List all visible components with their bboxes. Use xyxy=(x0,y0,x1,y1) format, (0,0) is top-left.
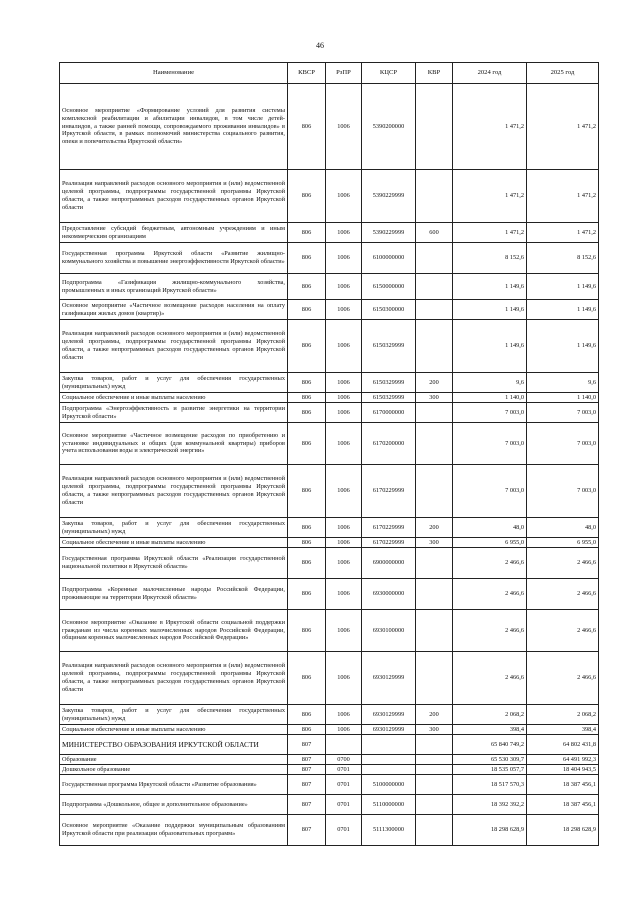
cell-kvr: 200 xyxy=(416,518,453,538)
cell-amount-2025: 1 471,2 xyxy=(527,223,599,243)
cell-kvr xyxy=(416,170,453,223)
cell-kvsr: 806 xyxy=(288,393,326,403)
cell-rzpr: 1006 xyxy=(326,465,362,518)
cell-kcsr: 5390229999 xyxy=(362,170,416,223)
cell-amount-2025: 7 003,0 xyxy=(527,465,599,518)
cell-name: Социальное обеспечение и иные выплаты населению xyxy=(60,393,288,403)
cell-amount-2025: 1 471,2 xyxy=(527,170,599,223)
cell-amount-2024: 7 003,0 xyxy=(453,403,527,423)
cell-amount-2024: 2 068,2 xyxy=(453,705,527,725)
cell-amount-2024: 398,4 xyxy=(453,725,527,735)
cell-kcsr: 5390200000 xyxy=(362,84,416,170)
table-row xyxy=(60,610,599,652)
cell-amount-2025: 18 298 628,9 xyxy=(527,815,599,846)
cell-kvsr: 806 xyxy=(288,274,326,300)
cell-kvsr: 807 xyxy=(288,735,326,755)
cell-amount-2025: 2 466,6 xyxy=(527,548,599,579)
cell-name: Реализация направлений расходов основного мероприятия и (или) ведомственной целевой программы, подпрограммы государственной программы Иркутской области, а также непрограммных расходов государственных органов Иркутской области xyxy=(60,652,288,705)
cell-amount-2025: 18 387 456,1 xyxy=(527,775,599,795)
table-row xyxy=(60,652,599,705)
cell-kvsr: 806 xyxy=(288,403,326,423)
cell-kvsr: 806 xyxy=(288,243,326,274)
cell-rzpr: 0701 xyxy=(326,795,362,815)
cell-name: Реализация направлений расходов основного мероприятия и (или) ведомственной целевой программы, подпрограммы государственной программы Иркутской области, а также непрограммных расходов государственных органов Иркутской области xyxy=(60,465,288,518)
cell-kcsr: 6930000000 xyxy=(362,579,416,610)
cell-kcsr: 6170229999 xyxy=(362,465,416,518)
cell-name: Подпрограмма «Коренные малочисленные народы Российской Федерации, проживающие на территории Иркутской области» xyxy=(60,579,288,610)
cell-kcsr xyxy=(362,735,416,755)
cell-amount-2024: 1 149,6 xyxy=(453,274,527,300)
cell-kvr xyxy=(416,775,453,795)
cell-rzpr: 1006 xyxy=(326,170,362,223)
cell-kvr xyxy=(416,243,453,274)
table-row xyxy=(60,423,599,465)
cell-name: Государственная программа Иркутской области «Развитие образования» xyxy=(60,775,288,795)
cell-rzpr: 1006 xyxy=(326,725,362,735)
cell-kvsr: 806 xyxy=(288,170,326,223)
cell-amount-2024: 7 003,0 xyxy=(453,423,527,465)
cell-rzpr: 1006 xyxy=(326,705,362,725)
cell-kcsr: 6170229999 xyxy=(362,538,416,548)
cell-name: Основное мероприятие «Оказание в Иркутской области социальной поддержки гражданам из числа коренных малочисленных народов Российской Федерации, общинам коренных малочисленных народов Российской Федерации» xyxy=(60,610,288,652)
cell-name: Подпрограмма «Газификация жилищно-коммунального хозяйства, промышленных и иных организаций Иркутской области» xyxy=(60,274,288,300)
cell-name: Закупка товаров, работ и услуг для обеспечения государственных (муниципальных) нужд xyxy=(60,373,288,393)
cell-name: Социальное обеспечение и иные выплаты населению xyxy=(60,725,288,735)
cell-kvr: 600 xyxy=(416,223,453,243)
cell-kcsr: 6930129999 xyxy=(362,652,416,705)
budget-table xyxy=(59,62,599,846)
cell-rzpr: 1006 xyxy=(326,243,362,274)
cell-amount-2024: 2 466,6 xyxy=(453,610,527,652)
header-year-2025: 2025 год xyxy=(527,63,599,84)
cell-kcsr: 5100000000 xyxy=(362,775,416,795)
cell-amount-2025: 2 466,6 xyxy=(527,610,599,652)
cell-kvr: 300 xyxy=(416,538,453,548)
header-year-2024: 2024 год xyxy=(453,63,527,84)
cell-amount-2024: 18 517 570,3 xyxy=(453,775,527,795)
cell-amount-2025: 1 149,6 xyxy=(527,320,599,373)
cell-amount-2025: 8 152,6 xyxy=(527,243,599,274)
cell-name: Государственная программа Иркутской области «Развитие жилищно-коммунального хозяйства и повышение энергоэффективности Иркутской области» xyxy=(60,243,288,274)
header-kcsr: КЦСР xyxy=(362,63,416,84)
cell-name: Дошкольное образование xyxy=(60,765,288,775)
table-row xyxy=(60,300,599,320)
cell-kvsr: 806 xyxy=(288,300,326,320)
cell-kvsr: 807 xyxy=(288,765,326,775)
cell-kcsr: 6100000000 xyxy=(362,243,416,274)
cell-name: Закупка товаров, работ и услуг для обеспечения государственных (муниципальных) нужд xyxy=(60,518,288,538)
cell-kvsr: 806 xyxy=(288,538,326,548)
table-row xyxy=(60,403,599,423)
cell-rzpr: 1006 xyxy=(326,223,362,243)
cell-name: Предоставление субсидий бюджетным, автономным учреждениям и иным некоммерческим организациям xyxy=(60,223,288,243)
table-row xyxy=(60,775,599,795)
cell-amount-2024: 2 466,6 xyxy=(453,579,527,610)
cell-amount-2025: 9,6 xyxy=(527,373,599,393)
cell-kvsr: 806 xyxy=(288,465,326,518)
cell-kvr xyxy=(416,765,453,775)
table-row xyxy=(60,725,599,735)
cell-rzpr: 1006 xyxy=(326,274,362,300)
cell-amount-2024: 6 955,0 xyxy=(453,538,527,548)
cell-name: Государственная программа Иркутской области «Реализация государственной национальной политики в Иркутской области» xyxy=(60,548,288,579)
table-row xyxy=(60,735,599,755)
table-row xyxy=(60,320,599,373)
cell-kvr xyxy=(416,795,453,815)
cell-amount-2025: 18 404 943,5 xyxy=(527,765,599,775)
cell-kcsr: 6150329999 xyxy=(362,393,416,403)
cell-amount-2025: 1 149,6 xyxy=(527,300,599,320)
table-row xyxy=(60,538,599,548)
cell-amount-2024: 1 149,6 xyxy=(453,320,527,373)
table-row xyxy=(60,795,599,815)
cell-amount-2025: 48,0 xyxy=(527,518,599,538)
cell-rzpr: 1006 xyxy=(326,538,362,548)
table-row xyxy=(60,579,599,610)
cell-kvr xyxy=(416,579,453,610)
table-row xyxy=(60,393,599,403)
cell-kvr xyxy=(416,403,453,423)
cell-amount-2024: 1 471,2 xyxy=(453,170,527,223)
table-body xyxy=(60,84,599,846)
cell-kvr xyxy=(416,465,453,518)
cell-amount-2024: 9,6 xyxy=(453,373,527,393)
table-row xyxy=(60,815,599,846)
cell-kvr xyxy=(416,320,453,373)
cell-name: Реализация направлений расходов основного мероприятия и (или) ведомственной целевой программы, подпрограммы государственной программы Иркутской области, а также непрограммных расходов государственных органов Иркутской области xyxy=(60,320,288,373)
cell-name: МИНИСТЕРСТВО ОБРАЗОВАНИЯ ИРКУТСКОЙ ОБЛАСТИ xyxy=(60,735,288,755)
cell-rzpr: 0701 xyxy=(326,815,362,846)
cell-rzpr: 0700 xyxy=(326,755,362,765)
cell-name: Основное мероприятие «Частичное возмещение расходов по приобретению и установке индивидуальных и общих (для коммунальной квартиры) приборов учета использования воды и электрической энергии» xyxy=(60,423,288,465)
cell-kvr xyxy=(416,274,453,300)
cell-rzpr xyxy=(326,735,362,755)
cell-kvsr: 806 xyxy=(288,579,326,610)
cell-kcsr: 5111300000 xyxy=(362,815,416,846)
table-row xyxy=(60,243,599,274)
page-number: 46 xyxy=(316,41,324,50)
cell-kvr xyxy=(416,610,453,652)
cell-kvsr: 807 xyxy=(288,755,326,765)
cell-amount-2024: 1 471,2 xyxy=(453,84,527,170)
cell-rzpr: 1006 xyxy=(326,373,362,393)
cell-amount-2025: 7 003,0 xyxy=(527,403,599,423)
cell-kvsr: 806 xyxy=(288,652,326,705)
cell-amount-2024: 1 140,0 xyxy=(453,393,527,403)
cell-name: Социальное обеспечение и иные выплаты населению xyxy=(60,538,288,548)
header-kvsr: КВСР xyxy=(288,63,326,84)
cell-kcsr xyxy=(362,765,416,775)
cell-amount-2024: 18 535 057,7 xyxy=(453,765,527,775)
cell-kvsr: 806 xyxy=(288,518,326,538)
cell-amount-2024: 8 152,6 xyxy=(453,243,527,274)
table-row xyxy=(60,84,599,170)
cell-name: Реализация направлений расходов основного мероприятия и (или) ведомственной целевой программы, подпрограммы государственной программы Иркутской области, а также непрограммных расходов государственных органов Иркутской области xyxy=(60,170,288,223)
cell-rzpr: 1006 xyxy=(326,320,362,373)
cell-kvsr: 806 xyxy=(288,320,326,373)
cell-amount-2024: 1 149,6 xyxy=(453,300,527,320)
cell-kvr: 200 xyxy=(416,705,453,725)
table-row xyxy=(60,223,599,243)
cell-kvr xyxy=(416,652,453,705)
cell-amount-2024: 7 003,0 xyxy=(453,465,527,518)
cell-kvr: 300 xyxy=(416,725,453,735)
cell-kvsr: 806 xyxy=(288,705,326,725)
cell-kvr xyxy=(416,815,453,846)
header-name: Наименование xyxy=(60,63,288,84)
cell-kcsr: 6170200000 xyxy=(362,423,416,465)
table-row xyxy=(60,465,599,518)
cell-kvsr: 806 xyxy=(288,373,326,393)
cell-kvsr: 807 xyxy=(288,795,326,815)
cell-amount-2025: 1 471,2 xyxy=(527,84,599,170)
table-row xyxy=(60,548,599,579)
cell-rzpr: 1006 xyxy=(326,548,362,579)
cell-amount-2025: 6 955,0 xyxy=(527,538,599,548)
cell-kcsr: 6170229999 xyxy=(362,518,416,538)
cell-kcsr: 6930129999 xyxy=(362,705,416,725)
cell-kvr xyxy=(416,84,453,170)
cell-kcsr: 5390229999 xyxy=(362,223,416,243)
cell-name: Основное мероприятие «Формирование условий для развития системы комплексной реабилитации и абилитации инвалидов, в том числе детей-инвалидов, а также ранней помощи, сопровождаемого проживания инвалидов» в Иркутской области, в рамках полномочий министерства социального развития, опеки и попечительства Иркутской области» xyxy=(60,84,288,170)
table-row xyxy=(60,765,599,775)
cell-amount-2025: 1 149,6 xyxy=(527,274,599,300)
cell-amount-2024: 2 466,6 xyxy=(453,652,527,705)
cell-rzpr: 1006 xyxy=(326,84,362,170)
cell-rzpr: 1006 xyxy=(326,403,362,423)
cell-kvr xyxy=(416,755,453,765)
cell-kvr xyxy=(416,548,453,579)
cell-kvsr: 806 xyxy=(288,725,326,735)
cell-amount-2024: 1 471,2 xyxy=(453,223,527,243)
table-row xyxy=(60,170,599,223)
cell-name: Основное мероприятие «Оказание поддержки муниципальным образованиям Иркутской области при реализации образовательных программ» xyxy=(60,815,288,846)
table-row xyxy=(60,705,599,725)
cell-kvsr: 807 xyxy=(288,775,326,795)
cell-kvr xyxy=(416,300,453,320)
cell-amount-2024: 65 840 749,2 xyxy=(453,735,527,755)
cell-amount-2025: 1 140,0 xyxy=(527,393,599,403)
cell-amount-2025: 2 466,6 xyxy=(527,652,599,705)
cell-amount-2025: 64 491 992,3 xyxy=(527,755,599,765)
cell-kvsr: 806 xyxy=(288,84,326,170)
cell-kcsr xyxy=(362,755,416,765)
cell-kcsr: 6930100000 xyxy=(362,610,416,652)
cell-name: Подпрограмма «Дошкольное, общее и дополнительное образование» xyxy=(60,795,288,815)
cell-name: Подпрограмма «Энергоэффективность и развитие энергетики на территории Иркутской области» xyxy=(60,403,288,423)
cell-kvsr: 806 xyxy=(288,548,326,579)
cell-amount-2025: 398,4 xyxy=(527,725,599,735)
cell-kvsr: 806 xyxy=(288,423,326,465)
cell-amount-2025: 7 003,0 xyxy=(527,423,599,465)
cell-kcsr: 6170000000 xyxy=(362,403,416,423)
table-row xyxy=(60,373,599,393)
cell-rzpr: 1006 xyxy=(326,393,362,403)
cell-name: Основное мероприятие «Частичное возмещение расходов населения на оплату газификации жилых домов (квартир)» xyxy=(60,300,288,320)
table-header-row xyxy=(60,63,599,84)
cell-name: Закупка товаров, работ и услуг для обеспечения государственных (муниципальных) нужд xyxy=(60,705,288,725)
cell-kvr xyxy=(416,423,453,465)
cell-kvr: 200 xyxy=(416,373,453,393)
cell-kcsr: 5110000000 xyxy=(362,795,416,815)
cell-rzpr: 0701 xyxy=(326,775,362,795)
cell-amount-2025: 2 068,2 xyxy=(527,705,599,725)
cell-amount-2025: 18 387 456,1 xyxy=(527,795,599,815)
cell-kvr: 300 xyxy=(416,393,453,403)
cell-kcsr: 6930129999 xyxy=(362,725,416,735)
cell-kcsr: 6150329999 xyxy=(362,320,416,373)
table-row xyxy=(60,518,599,538)
cell-rzpr: 0701 xyxy=(326,765,362,775)
cell-kcsr: 6150300000 xyxy=(362,300,416,320)
cell-kcsr: 6900000000 xyxy=(362,548,416,579)
cell-kvr xyxy=(416,735,453,755)
cell-rzpr: 1006 xyxy=(326,610,362,652)
cell-amount-2024: 2 466,6 xyxy=(453,548,527,579)
cell-amount-2024: 18 392 392,2 xyxy=(453,795,527,815)
cell-rzpr: 1006 xyxy=(326,579,362,610)
cell-kvsr: 807 xyxy=(288,815,326,846)
header-kvr: КВР xyxy=(416,63,453,84)
table-row xyxy=(60,274,599,300)
cell-kcsr: 6150000000 xyxy=(362,274,416,300)
cell-rzpr: 1006 xyxy=(326,300,362,320)
cell-amount-2025: 64 802 431,8 xyxy=(527,735,599,755)
table-row xyxy=(60,755,599,765)
cell-kvsr: 806 xyxy=(288,610,326,652)
cell-rzpr: 1006 xyxy=(326,652,362,705)
cell-kvsr: 806 xyxy=(288,223,326,243)
cell-amount-2024: 65 530 309,7 xyxy=(453,755,527,765)
cell-rzpr: 1006 xyxy=(326,518,362,538)
cell-name: Образование xyxy=(60,755,288,765)
header-rzpr: РзПР xyxy=(326,63,362,84)
cell-kcsr: 6150329999 xyxy=(362,373,416,393)
cell-rzpr: 1006 xyxy=(326,423,362,465)
cell-amount-2024: 48,0 xyxy=(453,518,527,538)
cell-amount-2025: 2 466,6 xyxy=(527,579,599,610)
cell-amount-2024: 18 298 628,9 xyxy=(453,815,527,846)
